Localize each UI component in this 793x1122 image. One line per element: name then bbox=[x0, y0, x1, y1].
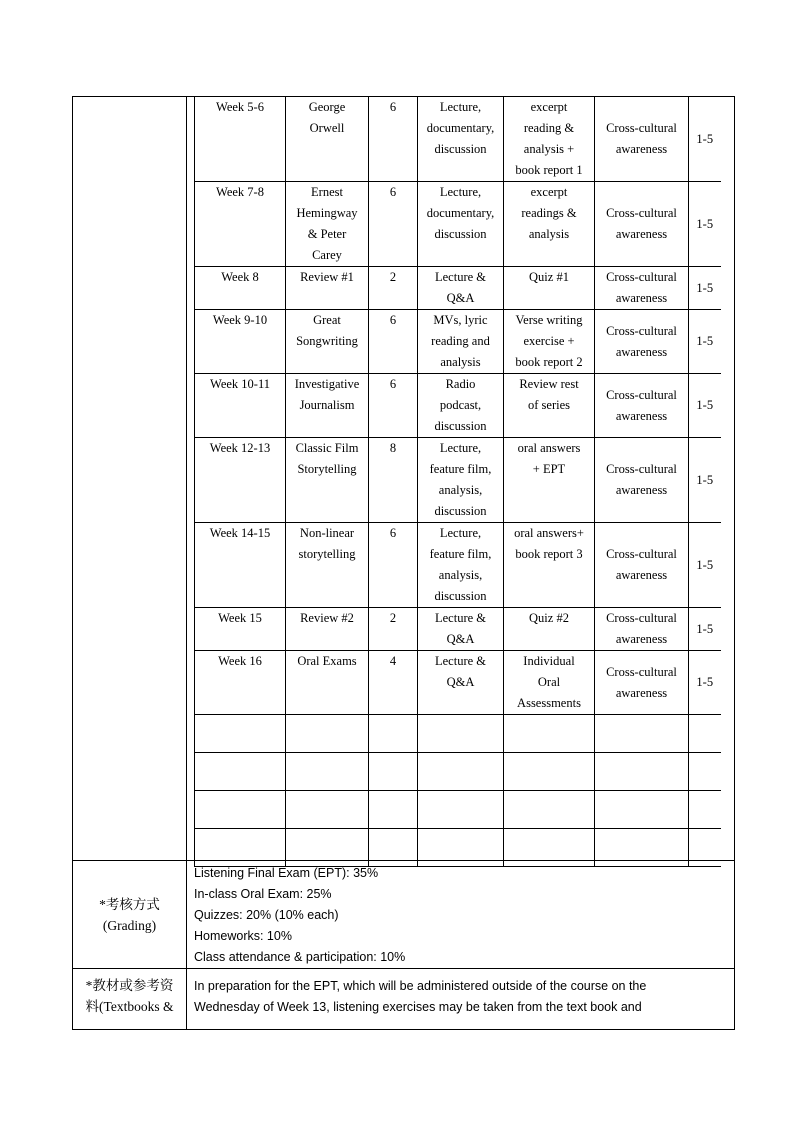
method-cell-line: discussion bbox=[434, 589, 487, 603]
goal-cell-line: awareness bbox=[615, 568, 668, 582]
assessment-cell-line: reading & bbox=[523, 121, 575, 135]
method-cell-line: analysis bbox=[440, 355, 481, 369]
goal-cell-line: awareness bbox=[615, 291, 668, 305]
method-cell bbox=[418, 608, 504, 651]
goal-cell bbox=[595, 182, 689, 267]
empty-row bbox=[195, 791, 721, 829]
hours-cell: 4 bbox=[369, 651, 418, 715]
hours-cell: 6 bbox=[369, 374, 418, 438]
outcome-cell: 1-5 bbox=[689, 608, 721, 651]
week-cell: Week 7-8 bbox=[195, 182, 286, 267]
assessment-cell-line: readings & bbox=[521, 206, 577, 220]
method-cell-line: Radio bbox=[445, 377, 476, 391]
topic-cell bbox=[286, 374, 369, 438]
hours-cell: 6 bbox=[369, 97, 418, 182]
assessment-cell-line: Individual bbox=[523, 654, 575, 668]
method-cell-line: discussion bbox=[434, 227, 487, 241]
method-cell-line: documentary, bbox=[426, 121, 495, 135]
schedule-row bbox=[195, 608, 721, 651]
topic-cell-line: & Peter bbox=[307, 227, 347, 241]
outcome-cell: 1-5 bbox=[689, 97, 721, 182]
method-cell-line: documentary, bbox=[426, 206, 495, 220]
method-cell-line: podcast, bbox=[439, 398, 482, 412]
goal-cell-line: awareness bbox=[615, 408, 668, 423]
method-cell-line: Lecture, bbox=[439, 185, 482, 199]
assessment-cell-line: Quiz #1 bbox=[529, 270, 569, 284]
topic-cell bbox=[286, 182, 369, 267]
goal-cell bbox=[595, 310, 689, 374]
assessment-cell-line: Oral bbox=[537, 675, 561, 689]
textbooks-line: In preparation for the EPT, which will be administered outside of the course on the bbox=[194, 979, 647, 993]
grading-label-en: (Grading) bbox=[102, 917, 157, 933]
method-cell-line: Lecture & bbox=[434, 270, 486, 284]
goal-cell-line: awareness bbox=[615, 344, 668, 359]
topic-cell-line: Investigative bbox=[294, 377, 360, 391]
empty-cell bbox=[418, 715, 504, 753]
empty-cell bbox=[369, 791, 418, 829]
topic-cell-line: Classic Film bbox=[295, 441, 359, 455]
schedule-row bbox=[195, 267, 721, 310]
assessment-cell bbox=[504, 608, 595, 651]
goal-cell-line: Cross-cultural bbox=[606, 270, 677, 284]
topic-cell bbox=[286, 651, 369, 715]
topic-cell-line: Review #2 bbox=[300, 611, 354, 625]
method-cell-line: Lecture, bbox=[439, 526, 482, 540]
week-cell: Week 16 bbox=[195, 651, 286, 715]
topic-cell-line: George bbox=[308, 100, 346, 114]
empty-cell bbox=[504, 715, 595, 753]
outcome-cell: 1-5 bbox=[689, 310, 721, 374]
textbooks-content bbox=[187, 969, 735, 1030]
assessment-cell-line: oral answers+ bbox=[514, 526, 584, 540]
topic-cell-line: Great bbox=[313, 313, 341, 327]
method-cell bbox=[418, 267, 504, 310]
empty-cell bbox=[418, 791, 504, 829]
method-cell-line: MVs, lyric bbox=[433, 313, 488, 327]
hours-cell: 6 bbox=[369, 523, 418, 608]
assessment-cell-line: analysis bbox=[528, 227, 570, 241]
schedule-row bbox=[195, 651, 721, 715]
grading-item: In-class Oral Exam: 25% bbox=[194, 887, 332, 901]
method-cell bbox=[418, 310, 504, 374]
grading-section bbox=[73, 861, 735, 969]
empty-cell bbox=[286, 829, 369, 867]
assessment-cell-line: Quiz #2 bbox=[529, 611, 569, 625]
method-cell-line: Q&A bbox=[446, 632, 475, 646]
goal-cell-line: Cross-cultural bbox=[606, 664, 677, 679]
topic-cell bbox=[286, 523, 369, 608]
textbooks-label bbox=[73, 969, 187, 1030]
schedule-row bbox=[195, 310, 721, 374]
hours-cell: 8 bbox=[369, 438, 418, 523]
grading-content bbox=[187, 861, 735, 969]
empty-cell bbox=[595, 791, 689, 829]
empty-cell bbox=[195, 753, 286, 791]
textbooks-section bbox=[73, 969, 735, 1030]
assessment-cell-line: Assessments bbox=[517, 696, 581, 710]
topic-cell-line: storytelling bbox=[298, 547, 356, 561]
week-cell: Week 9-10 bbox=[195, 310, 286, 374]
method-cell-line: Lecture, bbox=[439, 441, 482, 455]
goal-cell-line: awareness bbox=[615, 227, 668, 241]
empty-cell bbox=[369, 715, 418, 753]
schedule-table bbox=[194, 97, 721, 867]
assessment-cell bbox=[504, 374, 595, 438]
hours-cell: 6 bbox=[369, 310, 418, 374]
method-cell bbox=[418, 523, 504, 608]
goal-cell bbox=[595, 523, 689, 608]
empty-cell bbox=[504, 829, 595, 867]
grading-item: Listening Final Exam (EPT): 35% bbox=[194, 866, 379, 880]
method-cell-line: discussion bbox=[434, 142, 487, 156]
method-cell-line: Lecture & bbox=[434, 611, 486, 625]
goal-cell-line: awareness bbox=[615, 632, 668, 646]
method-cell-line: Q&A bbox=[446, 291, 475, 305]
schedule-body bbox=[195, 97, 721, 867]
hours-cell: 2 bbox=[369, 608, 418, 651]
outcome-cell: 1-5 bbox=[689, 267, 721, 310]
topic-cell bbox=[286, 438, 369, 523]
topic-cell-line: Review #1 bbox=[300, 270, 354, 284]
schedule-cell bbox=[187, 97, 735, 861]
empty-row bbox=[195, 715, 721, 753]
empty-cell bbox=[504, 791, 595, 829]
week-cell: Week 5-6 bbox=[195, 97, 286, 182]
schedule-row bbox=[195, 97, 721, 182]
method-cell bbox=[418, 651, 504, 715]
method-cell-line: analysis, bbox=[438, 483, 483, 497]
empty-cell bbox=[418, 829, 504, 867]
empty-cell bbox=[195, 829, 286, 867]
assessment-cell-line: oral answers bbox=[517, 441, 581, 455]
assessment-cell bbox=[504, 267, 595, 310]
grading-item: Quizzes: 20% (10% each) bbox=[194, 908, 339, 922]
assessment-cell bbox=[504, 651, 595, 715]
topic-cell-line: Orwell bbox=[309, 121, 345, 135]
method-cell-line: reading and bbox=[431, 334, 490, 348]
topic-cell bbox=[286, 310, 369, 374]
assessment-cell bbox=[504, 438, 595, 523]
empty-cell bbox=[195, 715, 286, 753]
hours-cell: 6 bbox=[369, 182, 418, 267]
empty-cell bbox=[418, 753, 504, 791]
goal-cell-line: Cross-cultural bbox=[606, 206, 677, 220]
topic-cell-line: Songwriting bbox=[296, 334, 358, 348]
schedule-label-cell bbox=[73, 97, 187, 861]
schedule-row bbox=[195, 438, 721, 523]
empty-cell bbox=[689, 791, 721, 829]
topic-cell bbox=[286, 608, 369, 651]
assessment-cell bbox=[504, 182, 595, 267]
textbooks-label-line: 料(Textbooks & bbox=[85, 999, 174, 1014]
goal-cell-line: Cross-cultural bbox=[606, 611, 677, 625]
method-cell-line: discussion bbox=[434, 419, 487, 433]
method-cell-line: feature film, bbox=[429, 547, 492, 561]
assessment-cell-line: book report 1 bbox=[515, 163, 583, 177]
assessment-cell bbox=[504, 523, 595, 608]
goal-cell bbox=[595, 374, 689, 438]
empty-cell bbox=[195, 791, 286, 829]
assessment-cell-line: analysis + bbox=[523, 142, 575, 156]
hours-cell: 2 bbox=[369, 267, 418, 310]
week-cell: Week 15 bbox=[195, 608, 286, 651]
schedule-section bbox=[73, 97, 735, 861]
topic-cell bbox=[286, 97, 369, 182]
week-cell: Week 8 bbox=[195, 267, 286, 310]
empty-row bbox=[195, 753, 721, 791]
empty-cell bbox=[689, 829, 721, 867]
grading-item: Class attendance & participation: 10% bbox=[194, 950, 406, 964]
outcome-cell: 1-5 bbox=[689, 523, 721, 608]
empty-row bbox=[195, 829, 721, 867]
assessment-cell-line: exercise + bbox=[523, 334, 575, 348]
method-cell bbox=[418, 374, 504, 438]
week-cell: Week 12-13 bbox=[195, 438, 286, 523]
empty-cell bbox=[595, 715, 689, 753]
method-cell-line: analysis, bbox=[438, 568, 483, 582]
topic-cell bbox=[286, 267, 369, 310]
topic-cell-line: Ernest bbox=[311, 185, 343, 199]
assessment-cell-line: Verse writing bbox=[515, 313, 583, 327]
method-cell bbox=[418, 97, 504, 182]
topic-cell-line: Hemingway bbox=[296, 206, 358, 220]
assessment-cell-line: excerpt bbox=[530, 185, 568, 199]
goal-cell bbox=[595, 438, 689, 523]
goal-cell-line: Cross-cultural bbox=[606, 323, 677, 338]
grading-label bbox=[73, 861, 187, 969]
method-cell-line: Lecture, bbox=[439, 100, 482, 114]
empty-cell bbox=[369, 829, 418, 867]
schedule-row bbox=[195, 523, 721, 608]
outcome-cell: 1-5 bbox=[689, 438, 721, 523]
goal-cell-line: Cross-cultural bbox=[606, 547, 677, 561]
assessment-cell-line: + EPT bbox=[532, 462, 566, 476]
assessment-cell-line: Review rest bbox=[519, 377, 579, 391]
goal-cell bbox=[595, 608, 689, 651]
topic-cell-line: Oral Exams bbox=[297, 654, 357, 668]
outcome-cell: 1-5 bbox=[689, 651, 721, 715]
method-cell bbox=[418, 182, 504, 267]
empty-cell bbox=[286, 715, 369, 753]
goal-cell-line: Cross-cultural bbox=[606, 462, 677, 476]
outcome-cell: 1-5 bbox=[689, 182, 721, 267]
method-cell bbox=[418, 438, 504, 523]
empty-cell bbox=[369, 753, 418, 791]
assessment-cell-line: of series bbox=[528, 398, 570, 412]
grading-item: Homeworks: 10% bbox=[194, 929, 292, 943]
goal-cell-line: awareness bbox=[615, 142, 668, 156]
syllabus-table bbox=[72, 96, 735, 1030]
method-cell-line: Q&A bbox=[446, 675, 475, 689]
topic-cell-line: Journalism bbox=[299, 398, 355, 412]
empty-cell bbox=[689, 753, 721, 791]
assessment-cell bbox=[504, 310, 595, 374]
goal-cell bbox=[595, 267, 689, 310]
method-cell-line: feature film, bbox=[429, 462, 492, 476]
topic-cell-line: Carey bbox=[312, 248, 342, 262]
textbooks-label-line: *教材或参考资 bbox=[85, 978, 174, 993]
schedule-row bbox=[195, 182, 721, 267]
week-cell: Week 10-11 bbox=[195, 374, 286, 438]
textbooks-line: Wednesday of Week 13, listening exercises may be taken from the text book and bbox=[194, 1000, 642, 1014]
schedule-row bbox=[195, 374, 721, 438]
empty-cell bbox=[689, 715, 721, 753]
empty-cell bbox=[286, 791, 369, 829]
assessment-cell-line: book report 2 bbox=[515, 355, 583, 369]
method-cell-line: discussion bbox=[434, 504, 487, 518]
assessment-cell-line: book report 3 bbox=[515, 547, 583, 561]
topic-cell-line: Non-linear bbox=[299, 526, 355, 540]
goal-cell-line: awareness bbox=[615, 483, 668, 497]
outcome-cell: 1-5 bbox=[689, 374, 721, 438]
empty-cell bbox=[286, 753, 369, 791]
empty-cell bbox=[595, 829, 689, 867]
goal-cell-line: Cross-cultural bbox=[606, 387, 677, 402]
goal-cell-line: Cross-cultural bbox=[606, 121, 677, 135]
goal-cell bbox=[595, 97, 689, 182]
week-cell: Week 14-15 bbox=[195, 523, 286, 608]
assessment-cell bbox=[504, 97, 595, 182]
empty-cell bbox=[595, 753, 689, 791]
goal-cell bbox=[595, 651, 689, 715]
goal-cell-line: awareness bbox=[615, 685, 668, 700]
grading-label-zh: *考核方式 bbox=[99, 896, 160, 912]
method-cell-line: Lecture & bbox=[434, 654, 486, 668]
assessment-cell-line: excerpt bbox=[530, 100, 568, 114]
empty-cell bbox=[504, 753, 595, 791]
topic-cell-line: Storytelling bbox=[297, 462, 357, 476]
